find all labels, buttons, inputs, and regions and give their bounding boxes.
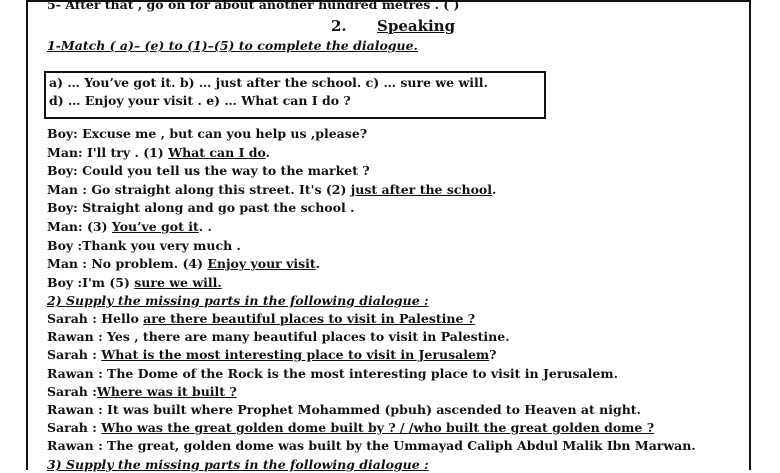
dialogue-line bbox=[47, 219, 212, 235]
dialogue-line bbox=[47, 347, 496, 363]
dialogue-text: Rawan : The Dome of the Rock is the most interesting place to visit in Jerusalem. bbox=[47, 365, 618, 381]
dialogue-text: Boy :Thank you very much . bbox=[47, 237, 241, 253]
dialogue-line bbox=[47, 311, 475, 327]
section-title: Speaking bbox=[377, 17, 456, 35]
options-line-1: a) … You’ve got it. b) … just after the school. c) … sure we will. bbox=[49, 75, 488, 90]
dialogue-text: Man: (3) bbox=[47, 219, 112, 234]
page-border-left bbox=[26, 0, 28, 470]
answer-text: Enjoy your visit bbox=[207, 256, 316, 272]
dialogue-line bbox=[47, 256, 320, 272]
dialogue-line bbox=[47, 366, 618, 382]
dialogue-text: Man : Go straight along this street. It's (2) bbox=[47, 181, 351, 197]
dialogue-text: Sarah : bbox=[47, 383, 97, 399]
dialogue-text: Sarah : Hello bbox=[47, 311, 144, 326]
dialogue-line bbox=[47, 329, 510, 345]
dialogue-line bbox=[47, 238, 241, 254]
dialogue-line bbox=[47, 126, 367, 142]
dialogue-line bbox=[47, 438, 696, 454]
exercise-1-instruction: 1-Match ( a)– (e) to (1)–(5) to complete the dialogue. bbox=[47, 38, 418, 53]
question-5-line: 5- After that , go on for about another hundred metres . ( ) bbox=[47, 0, 460, 12]
dialogue-text: Boy :I'm (5) bbox=[47, 274, 135, 290]
answer-text: just after the school bbox=[350, 181, 493, 197]
dialogue-line bbox=[47, 145, 270, 161]
dialogue-text: Boy: Could you tell us the way to the market ? bbox=[47, 163, 370, 179]
answer-text: Who was the great golden dome built by ? / /who built the great golden dome ? bbox=[101, 420, 655, 436]
dialogue-text: ? bbox=[489, 347, 497, 363]
dialogue-line bbox=[47, 384, 237, 400]
dialogue-text: Sarah : bbox=[47, 347, 102, 363]
dialogue-line bbox=[47, 402, 641, 418]
exercise-2-instruction: 2) Supply the missing parts in the following dialogue : bbox=[47, 293, 429, 308]
dialogue-line bbox=[47, 163, 370, 179]
answer-text: Where was it built ? bbox=[96, 383, 237, 399]
dialogue-text: Man: I'll try . (1) bbox=[47, 144, 169, 160]
page-border-right bbox=[749, 0, 751, 470]
dialogue-text: . bbox=[492, 181, 497, 197]
dialogue-text: Rawan : It was built where Prophet Mohammed (pbuh) ascended to Heaven at night. bbox=[47, 402, 641, 417]
dialogue-line bbox=[47, 200, 354, 216]
answer-text: What is the most interesting place to visit in Jerusalem bbox=[101, 347, 490, 363]
options-line-2: d) … Enjoy your visit . e) … What can I do ? bbox=[49, 93, 351, 108]
section-heading bbox=[331, 17, 455, 35]
dialogue-line bbox=[47, 182, 496, 198]
dialogue-text: . . bbox=[198, 219, 212, 234]
dialogue-text: Sarah : bbox=[47, 420, 102, 436]
dialogue-line bbox=[47, 275, 222, 291]
dialogue-text: Rawan : The great, golden dome was built by the Ummayad Caliph Abdul Malik Ibn Marwan. bbox=[47, 438, 696, 454]
dialogue-text: . bbox=[265, 144, 270, 160]
dialogue-text: Boy: Excuse me , but can you help us ,please? bbox=[47, 126, 368, 141]
dialogue-text: . bbox=[315, 256, 321, 272]
exercise-3-instruction: 3) Supply the missing parts in the following dialogue : bbox=[47, 457, 429, 472]
dialogue-line bbox=[47, 420, 654, 436]
answer-text: What can I do bbox=[168, 144, 266, 160]
dialogue-text: Man : No problem. (4) bbox=[47, 256, 208, 272]
dialogue-text: Rawan : Yes , there are many beautiful places to visit in Palestine. bbox=[47, 329, 510, 345]
answer-text: are there beautiful places to visit in Palestine ? bbox=[143, 311, 476, 326]
section-number: 2. bbox=[331, 17, 347, 35]
dialogue-text: Boy: Straight along and go past the school . bbox=[47, 200, 355, 216]
answer-text: You’ve got it bbox=[111, 219, 199, 234]
match-options-box bbox=[44, 71, 546, 119]
answer-text: sure we will. bbox=[134, 274, 222, 290]
